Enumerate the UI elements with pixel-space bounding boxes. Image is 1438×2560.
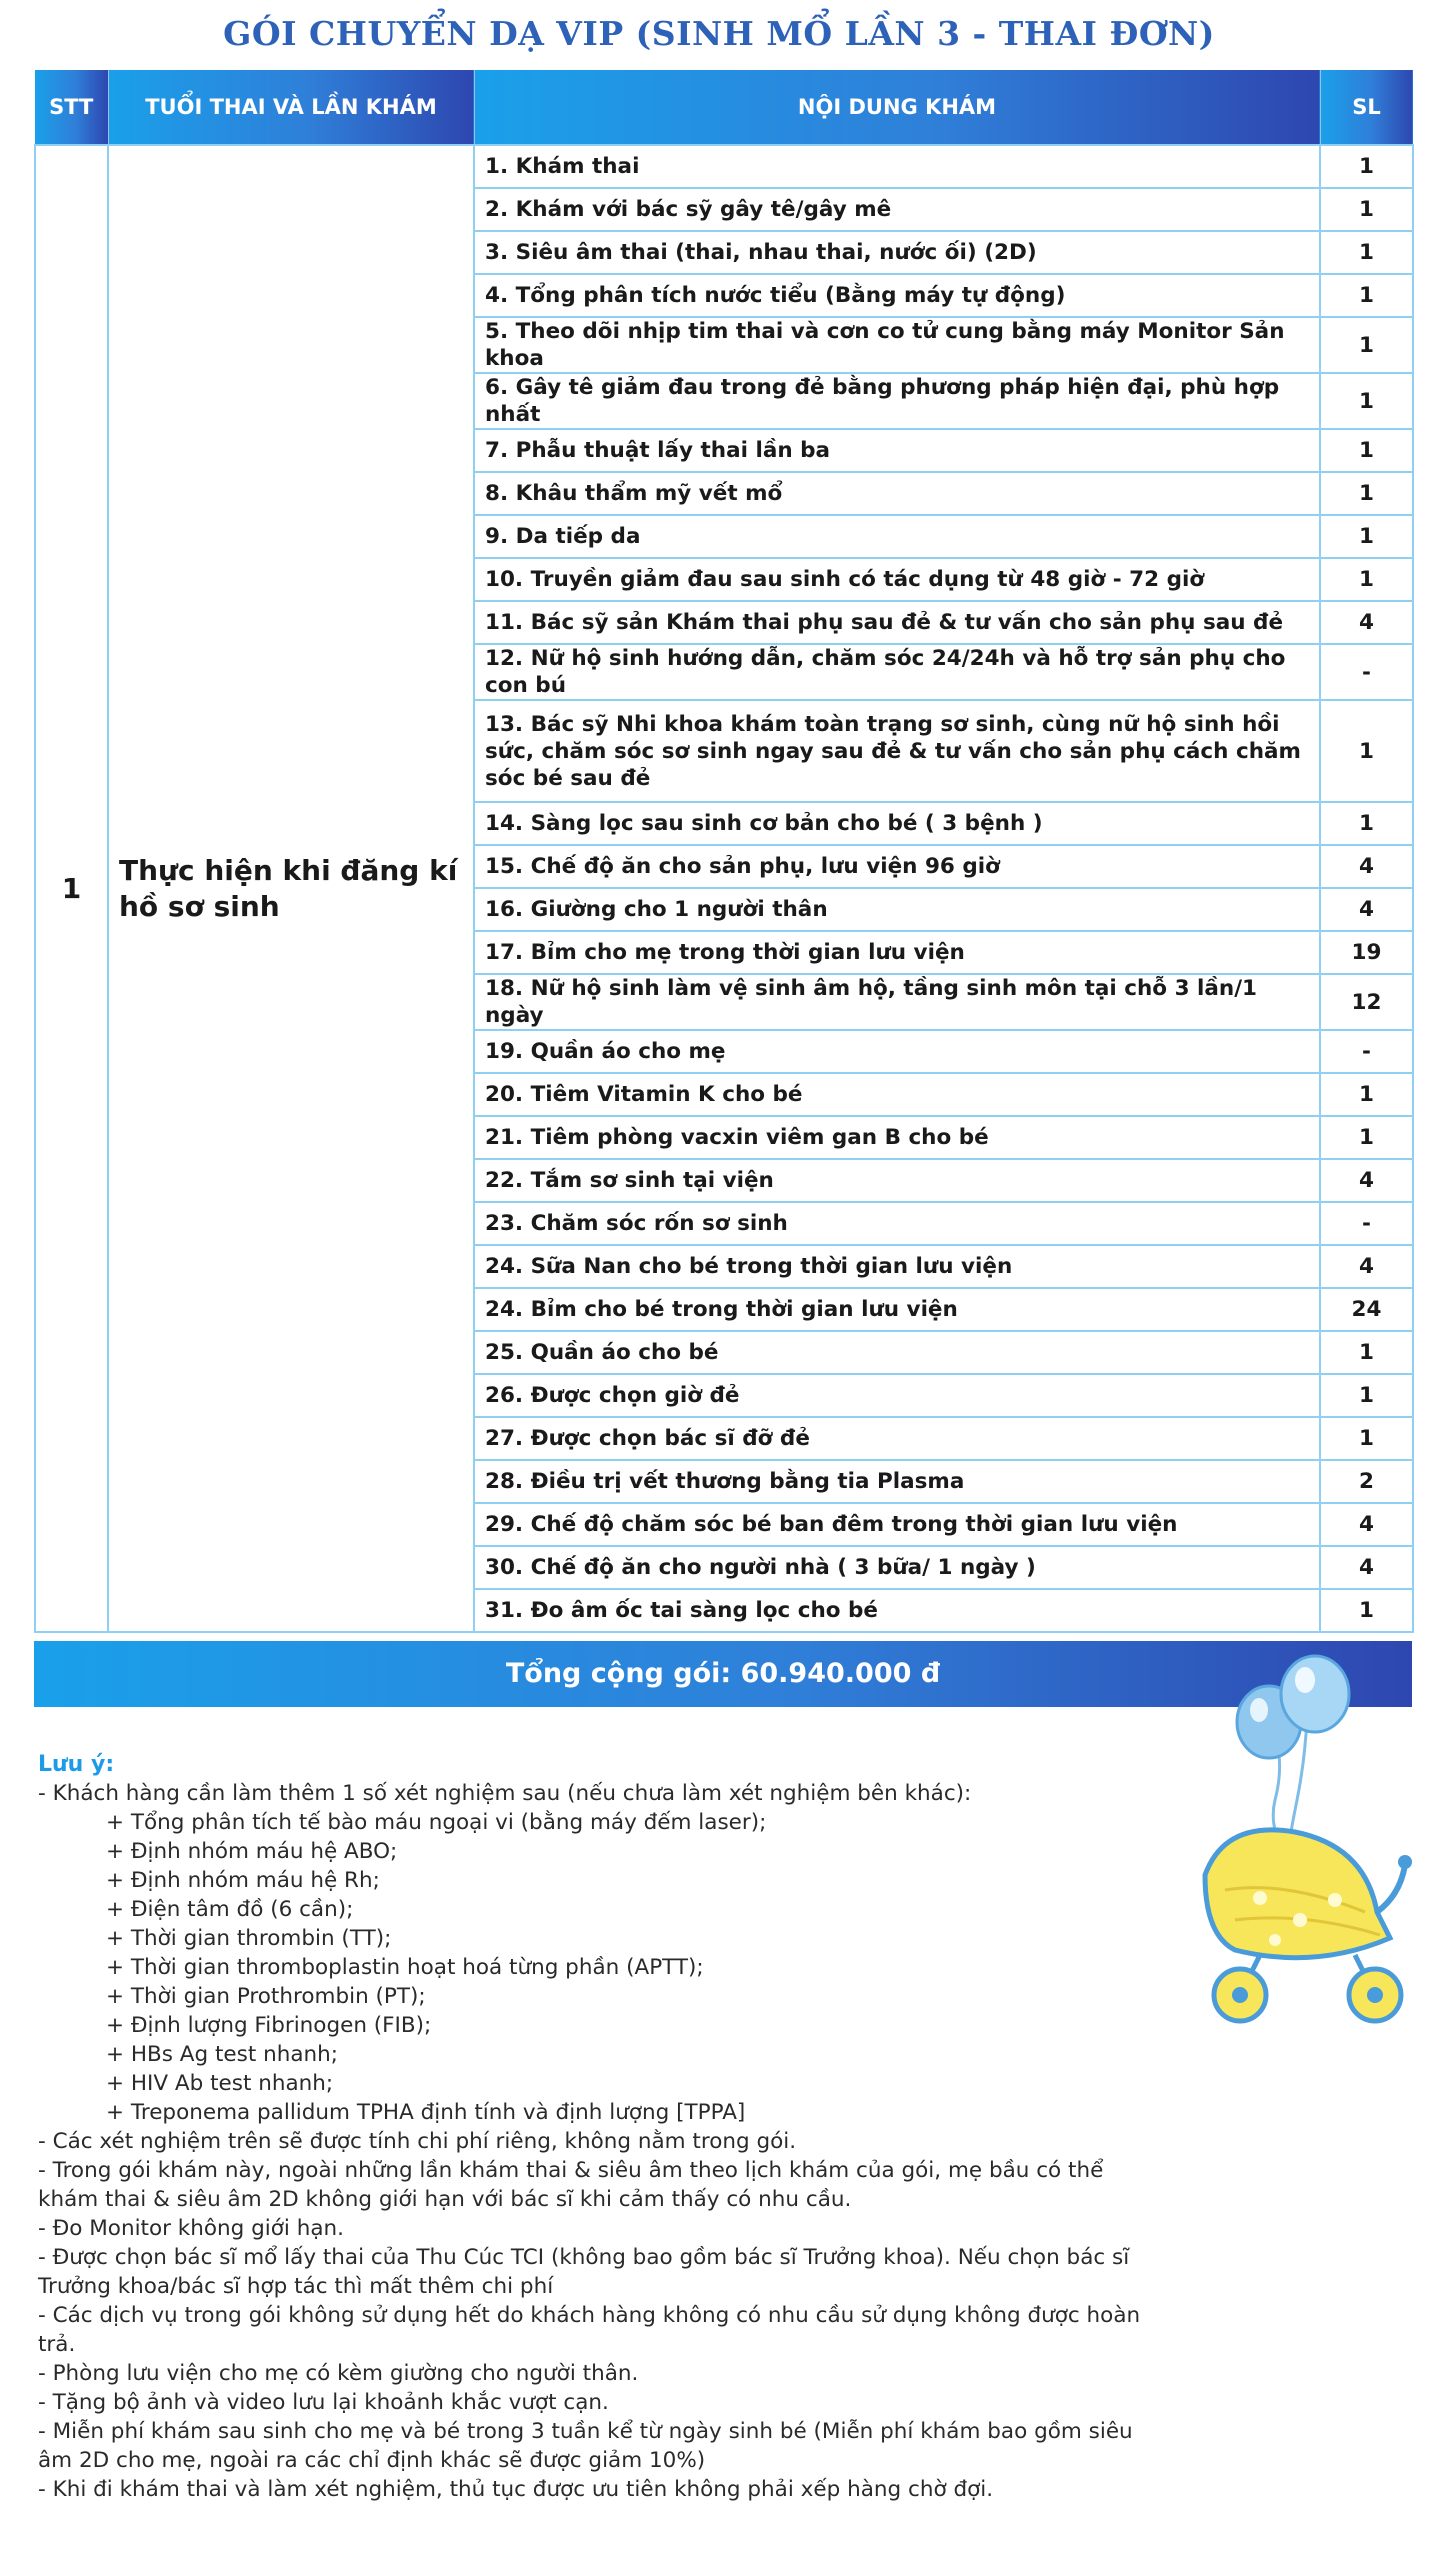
note-sub-item: + Điện tâm đồ (6 cần); [106, 1897, 354, 1922]
service-item-quantity: 4 [1320, 888, 1413, 931]
service-item-quantity: 4 [1320, 845, 1413, 888]
service-item-quantity: 1 [1320, 188, 1413, 231]
note-item: - Tặng bộ ảnh và video lưu lại khoảnh khắc vượt cạn. [38, 2390, 609, 2415]
note-sub-item: + Tổng phân tích tế bào máu ngoại vi (bằng máy đếm laser); [106, 1810, 767, 1835]
header-qty: SL [1320, 70, 1413, 145]
service-item-quantity: - [1320, 644, 1413, 700]
service-item-text: 24. Sữa Nan cho bé trong thời gian lưu viện [474, 1245, 1320, 1288]
service-item-quantity: 1 [1320, 429, 1413, 472]
notes-list [38, 1779, 1168, 2504]
service-item-text: 29. Chế độ chăm sóc bé ban đêm trong thời gian lưu viện [474, 1503, 1320, 1546]
service-item-quantity: 2 [1320, 1460, 1413, 1503]
service-item-text: 23. Chăm sóc rốn sơ sinh [474, 1202, 1320, 1245]
note-item: - Các dịch vụ trong gói không sử dụng hết do khách hàng không có nhu cầu sử dụng không được hoàn trả. [38, 2303, 1141, 2357]
service-item-text: 31. Đo âm ốc tai sàng lọc cho bé [474, 1589, 1320, 1632]
service-item-text: 26. Được chọn giờ đẻ [474, 1374, 1320, 1417]
header-age: TUỔI THAI VÀ LẦN KHÁM [108, 70, 474, 145]
service-item-text: 8. Khâu thẩm mỹ vết mổ [474, 472, 1320, 515]
service-item-quantity: 1 [1320, 515, 1413, 558]
service-item-text: 6. Gây tê giảm đau trong đẻ bằng phương pháp hiện đại, phù hợp nhất [474, 373, 1320, 429]
table-header-row [35, 70, 1413, 145]
service-item-quantity: 1 [1320, 1589, 1413, 1632]
note-item: - Phòng lưu viện cho mẹ có kèm giường cho người thân. [38, 2361, 639, 2386]
service-item-quantity: 19 [1320, 931, 1413, 974]
service-item-text: 27. Được chọn bác sĩ đỡ đẻ [474, 1417, 1320, 1460]
stroller-icon [1205, 1830, 1412, 2021]
note-sub-item: + HBs Ag test nhanh; [106, 2042, 339, 2067]
service-item-text: 5. Theo dõi nhịp tim thai và cơn co tử cung bằng máy Monitor Sản khoa [474, 317, 1320, 373]
table-body [35, 145, 1413, 1632]
service-item-text: 18. Nữ hộ sinh làm vệ sinh âm hộ, tầng sinh môn tại chỗ 3 lần/1 ngày [474, 974, 1320, 1030]
baby-stroller-illustration [1165, 1650, 1425, 2030]
service-item-quantity: 4 [1320, 1159, 1413, 1202]
stt-cell: 1 [35, 145, 108, 1632]
page-title: GÓI CHUYỂN DẠ VIP (SINH MỔ LẦN 3 - THAI ĐƠN) [223, 14, 1215, 53]
service-item-text: 10. Truyền giảm đau sau sinh có tác dụng từ 48 giờ - 72 giờ [474, 558, 1320, 601]
note-item: - Miễn phí khám sau sinh cho mẹ và bé trong 3 tuần kể từ ngày sinh bé (Miễn phí khám bao gồm siêu âm 2D cho mẹ, ngoài ra các chỉ định khác sẽ được giảm 10%) [38, 2419, 1133, 2473]
note-item: - Các xét nghiệm trên sẽ được tính chi phí riêng, không nằm trong gói. [38, 2129, 797, 2154]
service-item-quantity: 1 [1320, 558, 1413, 601]
note-sub-item: + Thời gian thromboplastin hoạt hoá từng phần (APTT); [106, 1955, 704, 1980]
package-table [34, 70, 1414, 1633]
note-sub-item: + Định lượng Fibrinogen (FIB); [106, 2013, 432, 2038]
service-item-text: 19. Quần áo cho mẹ [474, 1030, 1320, 1073]
service-item-text: 13. Bác sỹ Nhi khoa khám toàn trạng sơ sinh, cùng nữ hộ sinh hồi sức, chăm sóc sơ sinh ngay sau đẻ & tư vấn cho sản phụ cách chăm sóc bé sau đẻ [474, 700, 1320, 802]
total-price-bar: Tổng cộng gói: 60.940.000 đ [34, 1641, 1412, 1707]
notes-heading: Lưu ý: [38, 1752, 115, 1777]
note-item: - Khách hàng cần làm thêm 1 số xét nghiệm sau (nếu chưa làm xét nghiệm bên khác): [38, 1781, 972, 1806]
note-sub-item: + HIV Ab test nhanh; [106, 2071, 334, 2096]
note-sub-item: + Định nhóm máu hệ Rh; [106, 1868, 380, 1893]
service-item-quantity: 1 [1320, 1116, 1413, 1159]
service-item-quantity: 4 [1320, 1503, 1413, 1546]
service-item-text: 9. Da tiếp da [474, 515, 1320, 558]
service-item-text: 14. Sàng lọc sau sinh cơ bản cho bé ( 3 bệnh ) [474, 802, 1320, 845]
service-item-text: 4. Tổng phân tích nước tiểu (Bằng máy tự động) [474, 274, 1320, 317]
service-item-text: 16. Giường cho 1 người thân [474, 888, 1320, 931]
notes-section [38, 1750, 1168, 2504]
service-item-quantity: 4 [1320, 601, 1413, 644]
service-item-text: 22. Tắm sơ sinh tại viện [474, 1159, 1320, 1202]
table-row [35, 145, 1413, 188]
service-item-text: 12. Nữ hộ sinh hướng dẫn, chăm sóc 24/24h và hỗ trợ sản phụ cho con bú [474, 644, 1320, 700]
service-item-quantity: - [1320, 1030, 1413, 1073]
service-item-text: 24. Bỉm cho bé trong thời gian lưu viện [474, 1288, 1320, 1331]
service-item-quantity: 1 [1320, 145, 1413, 188]
service-item-quantity: 4 [1320, 1245, 1413, 1288]
service-item-quantity: 1 [1320, 1374, 1413, 1417]
note-item: - Khi đi khám thai và làm xét nghiệm, thủ tục được ưu tiên không phải xếp hàng chờ đợi. [38, 2477, 994, 2502]
note-sub-item: + Thời gian thrombin (TT); [106, 1926, 392, 1951]
service-item-quantity: 1 [1320, 373, 1413, 429]
service-item-text: 11. Bác sỹ sản Khám thai phụ sau đẻ & tư vấn cho sản phụ sau đẻ [474, 601, 1320, 644]
service-item-quantity: 1 [1320, 1073, 1413, 1116]
service-item-text: 25. Quần áo cho bé [474, 1331, 1320, 1374]
service-item-quantity: 1 [1320, 472, 1413, 515]
service-item-text: 17. Bỉm cho mẹ trong thời gian lưu viện [474, 931, 1320, 974]
service-item-quantity: 1 [1320, 700, 1413, 802]
service-item-quantity: 1 [1320, 317, 1413, 373]
service-item-quantity: 12 [1320, 974, 1413, 1030]
service-item-quantity: 1 [1320, 1417, 1413, 1460]
service-item-text: 15. Chế độ ăn cho sản phụ, lưu viện 96 giờ [474, 845, 1320, 888]
header-content: NỘI DUNG KHÁM [474, 70, 1320, 145]
note-sub-item: + Định nhóm máu hệ ABO; [106, 1839, 398, 1864]
service-item-quantity: 1 [1320, 274, 1413, 317]
service-item-text: 7. Phẫu thuật lấy thai lần ba [474, 429, 1320, 472]
service-item-quantity: 24 [1320, 1288, 1413, 1331]
service-item-text: 21. Tiêm phòng vacxin viêm gan B cho bé [474, 1116, 1320, 1159]
note-item: - Trong gói khám này, ngoài những lần khám thai & siêu âm theo lịch khám của gói, mẹ bầu có thể khám thai & siêu âm 2D không giới hạn với bác sĩ khi cảm thấy có nhu cầu. [38, 2158, 1104, 2212]
note-sub-item: + Treponema pallidum TPHA định tính và định lượng [TPPA] [106, 2100, 746, 2125]
service-item-quantity: 4 [1320, 1546, 1413, 1589]
age-visit-cell: Thực hiện khi đăng kí hồ sơ sinh [108, 145, 474, 1632]
note-sub-item: + Thời gian Prothrombin (PT); [106, 1984, 426, 2009]
service-item-quantity: - [1320, 1202, 1413, 1245]
service-item-quantity: 1 [1320, 1331, 1413, 1374]
service-item-text: 28. Điều trị vết thương bằng tia Plasma [474, 1460, 1320, 1503]
balloon-icon [1237, 1656, 1349, 1855]
note-item: - Đo Monitor không giới hạn. [38, 2216, 344, 2241]
service-item-text: 30. Chế độ ăn cho người nhà ( 3 bữa/ 1 ngày ) [474, 1546, 1320, 1589]
note-item: - Được chọn bác sĩ mổ lấy thai của Thu Cúc TCI (không bao gồm bác sĩ Trưởng khoa). Nếu chọn bác sĩ Trưởng khoa/bác sĩ hợp tác thì mất thêm chi phí [38, 2245, 1130, 2299]
service-item-quantity: 1 [1320, 231, 1413, 274]
header-stt: STT [35, 70, 108, 145]
service-item-text: 3. Siêu âm thai (thai, nhau thai, nước ối) (2D) [474, 231, 1320, 274]
service-item-text: 1. Khám thai [474, 145, 1320, 188]
service-item-text: 2. Khám với bác sỹ gây tê/gây mê [474, 188, 1320, 231]
service-item-quantity: 1 [1320, 802, 1413, 845]
service-item-text: 20. Tiêm Vitamin K cho bé [474, 1073, 1320, 1116]
